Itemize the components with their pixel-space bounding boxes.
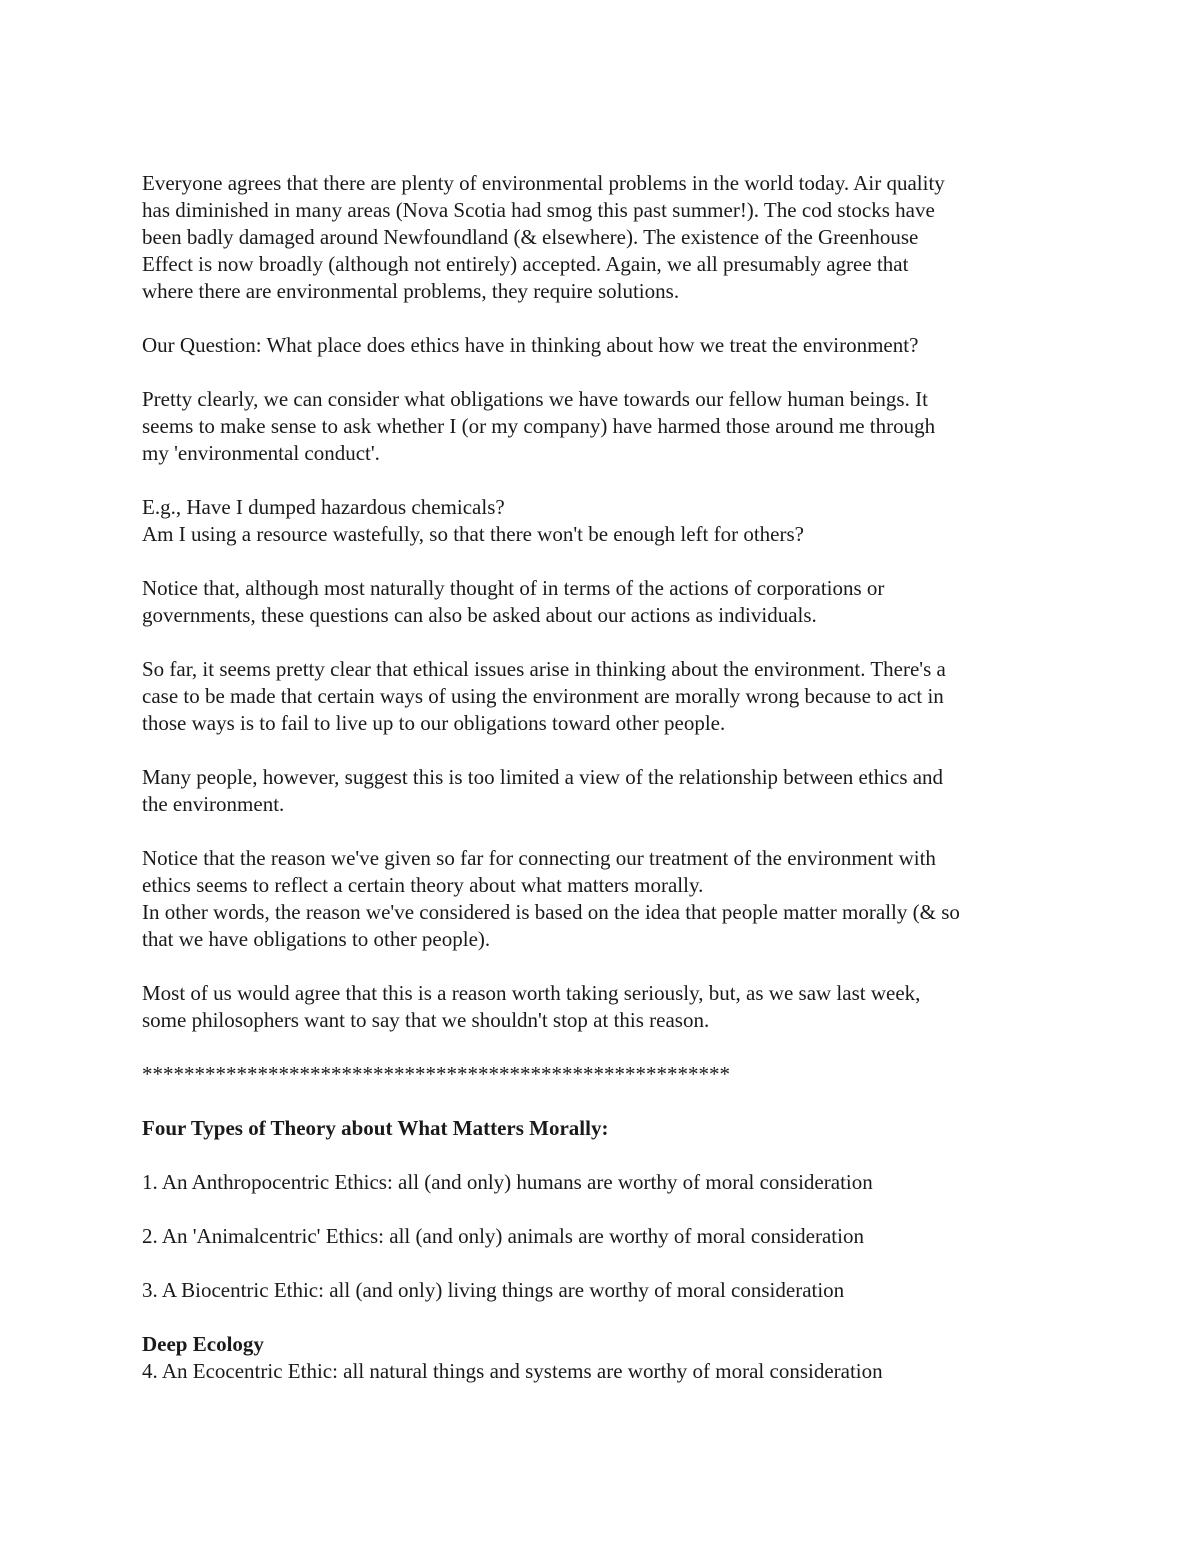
text-line: the environment. [142,792,285,816]
text-line: In other words, the reason we've considered is based on the idea that people matter morally (& so [142,900,960,924]
text-line: So far, it seems pretty clear that ethical issues arise in thinking about the environment. There's a [142,657,946,681]
text-line: some philosophers want to say that we shouldn't stop at this reason. [142,1008,710,1032]
theory-item-animalcentric: 2. An 'Animalcentric' Ethics: all (and only) animals are worthy of moral consideration [142,1224,864,1248]
asterisk-separator: ******************************************************** [142,1062,730,1086]
text-line: ethics seems to reflect a certain theory about what matters morally. [142,873,704,897]
text-line: Many people, however, suggest this is too limited a view of the relationship between ethics and [142,765,944,789]
document-body [142,170,1072,1385]
text-line: where there are environmental problems, they require solutions. [142,279,680,303]
text-line: Everyone agrees that there are plenty of environmental problems in the world today. Air quality [142,171,945,195]
text-line: E.g., Have I dumped hazardous chemicals? [142,495,505,519]
text-line: that we have obligations to other people). [142,927,491,951]
theory-types-heading: Four Types of Theory about What Matters Morally: [142,1116,609,1140]
text-line: case to be made that certain ways of using the environment are morally wrong because to act in [142,684,944,708]
paragraph-individuals [142,575,1072,629]
text-line: governments, these questions can also be asked about our actions as individuals. [142,603,817,627]
text-line: Our Question: What place does ethics have in thinking about how we treat the environment? [142,333,919,357]
paragraph-theory-reason [142,845,1072,953]
text-line: Pretty clearly, we can consider what obligations we have towards our fellow human beings. It [142,387,928,411]
paragraph-obligations [142,386,1072,467]
text-line: has diminished in many areas (Nova Scotia had smog this past summer!). The cod stocks have [142,198,935,222]
paragraph-our-question [142,332,1072,359]
paragraph-environmental-problems [142,170,1072,305]
theory-item-biocentric: 3. A Biocentric Ethic: all (and only) living things are worthy of moral consideration [142,1278,845,1302]
theory-item-ecocentric: 4. An Ecocentric Ethic: all natural things and systems are worthy of moral consideration [142,1359,883,1383]
text-line: Notice that the reason we've given so far for connecting our treatment of the environment with [142,846,936,870]
text-line: been badly damaged around Newfoundland (& elsewhere). The existence of the Greenhouse [142,225,919,249]
text-line: Notice that, although most naturally thought of in terms of the actions of corporations or [142,576,885,600]
text-line: my 'environmental conduct'. [142,441,380,465]
deep-ecology-heading: Deep Ecology [142,1332,264,1356]
text-line: Most of us would agree that this is a reason worth taking seriously, but, as we saw last week, [142,981,921,1005]
text-line: seems to make sense to ask whether I (or my company) have harmed those around me through [142,414,936,438]
paragraph-examples [142,494,1072,548]
text-line: those ways is to fail to live up to our obligations toward other people. [142,711,726,735]
theory-item-anthropocentric: 1. An Anthropocentric Ethics: all (and only) humans are worthy of moral consideration [142,1170,873,1194]
paragraph-ethical-issues [142,656,1072,737]
text-line: Am I using a resource wastefully, so that there won't be enough left for others? [142,522,804,546]
text-line: Effect is now broadly (although not entirely) accepted. Again, we all presumably agree that [142,252,909,276]
paragraph-philosophers [142,980,1072,1034]
paragraph-limited-view [142,764,1072,818]
